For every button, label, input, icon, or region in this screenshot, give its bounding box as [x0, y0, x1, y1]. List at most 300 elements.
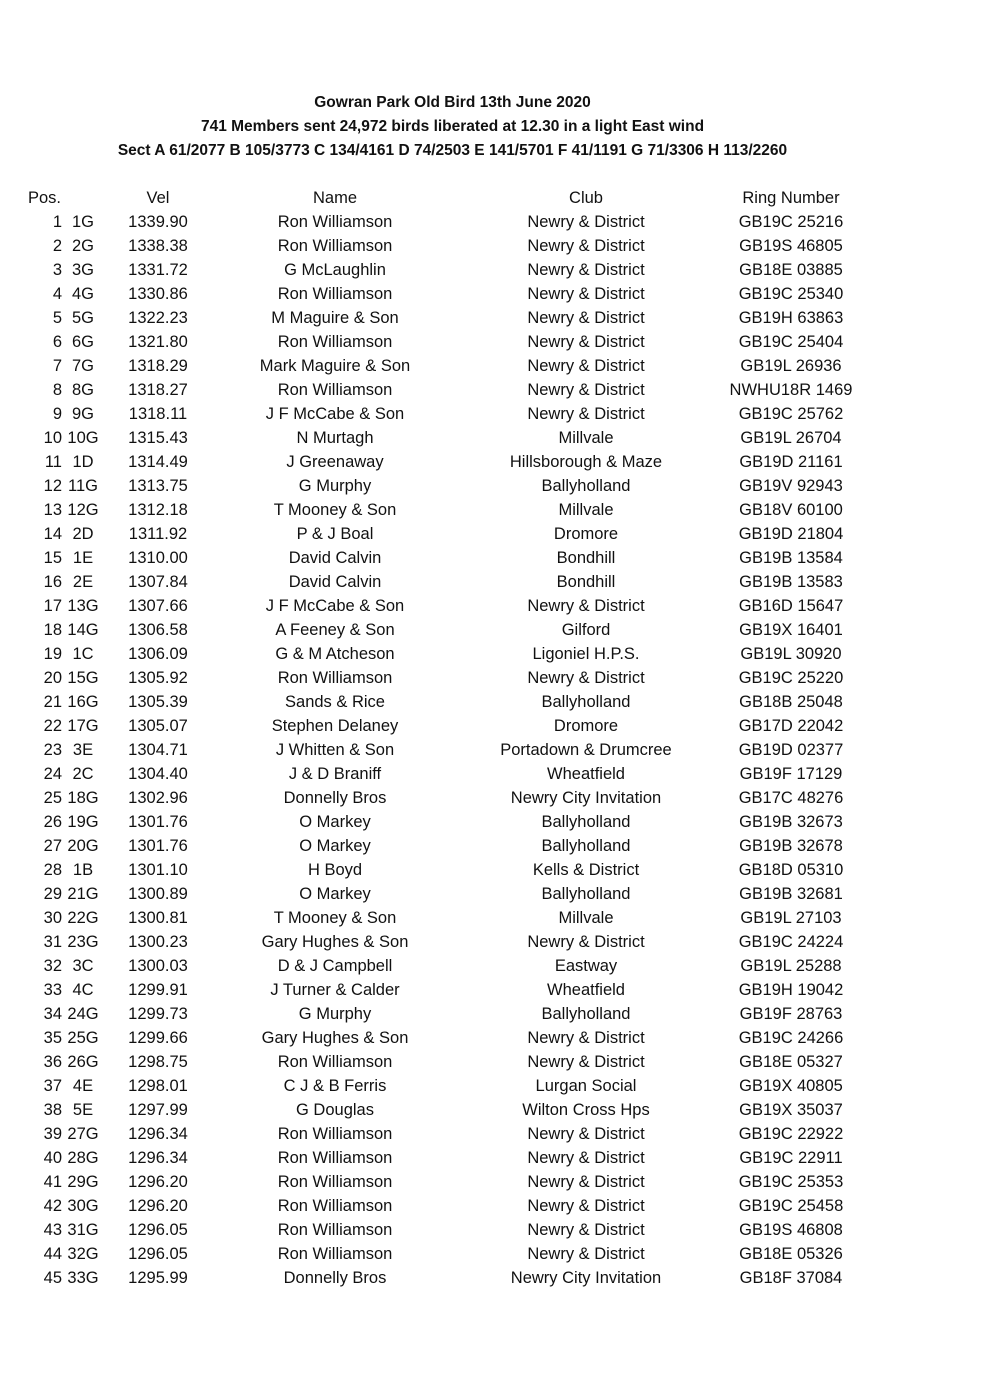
position-cell: 44: [43, 1245, 62, 1263]
velocity-cell: 1304.40: [128, 765, 188, 783]
section-position-cell: 1D: [72, 453, 94, 471]
member-name-cell: G Douglas: [296, 1101, 374, 1119]
ring-number-cell: GB19H 63863: [738, 309, 844, 327]
table-row: [0, 354, 985, 378]
section-position-cell: 20G: [67, 837, 99, 855]
position-cell: 43: [43, 1221, 62, 1239]
section-position-cell: 13G: [67, 597, 99, 615]
results-header: [0, 91, 905, 163]
velocity-cell: 1301.76: [128, 813, 188, 831]
position-cell: 19: [43, 645, 62, 663]
position-cell: 23: [43, 741, 62, 759]
section-counts: Sect A 61/2077 B 105/3773 C 134/4161 D 74/2503 E 141/5701 F 41/1191 G 71/3306 H 113/2260: [117, 142, 788, 159]
member-name-cell: Ron Williamson: [277, 1173, 393, 1191]
club-cell: Ballyholland: [541, 885, 631, 903]
velocity-cell: 1300.81: [128, 909, 188, 927]
club-cell: Newry & District: [527, 1245, 645, 1263]
club-cell: Newry & District: [527, 285, 645, 303]
table-row: [0, 1026, 985, 1050]
section-position-cell: 28G: [67, 1149, 99, 1167]
position-cell: 11: [44, 453, 62, 471]
velocity-cell: 1312.18: [128, 501, 188, 519]
column-header-name: Name: [312, 189, 357, 207]
member-name-cell: Donnelly Bros: [283, 789, 387, 807]
table-row: [0, 762, 985, 786]
section-position-cell: 17G: [67, 717, 99, 735]
position-cell: 30: [43, 909, 62, 927]
club-cell: Newry & District: [527, 1053, 645, 1071]
velocity-cell: 1318.11: [128, 405, 188, 423]
club-cell: Newry & District: [527, 1221, 645, 1239]
position-cell: 8: [52, 381, 62, 399]
column-header-pos: Pos.: [28, 189, 62, 207]
club-cell: Newry & District: [527, 381, 645, 399]
table-row: [0, 234, 985, 258]
member-name-cell: O Markey: [299, 885, 371, 903]
club-cell: Wheatfield: [547, 765, 625, 783]
member-name-cell: G Murphy: [298, 1005, 372, 1023]
section-position-cell: 2G: [71, 237, 94, 255]
ring-number-cell: GB19S 46808: [739, 1221, 843, 1239]
member-name-cell: J & D Braniff: [288, 765, 382, 783]
section-position-cell: 2D: [72, 525, 94, 543]
member-name-cell: Ron Williamson: [277, 333, 393, 351]
velocity-cell: 1307.66: [128, 597, 188, 615]
position-cell: 40: [43, 1149, 62, 1167]
club-cell: Newry City Invitation: [510, 789, 662, 807]
member-name-cell: H Boyd: [307, 861, 363, 879]
velocity-cell: 1295.99: [128, 1269, 188, 1287]
club-cell: Wilton Cross Hps: [522, 1101, 650, 1119]
position-cell: 41: [43, 1173, 62, 1191]
member-name-cell: Sands & Rice: [285, 693, 385, 711]
table-row: [0, 882, 985, 906]
section-position-cell: 21G: [67, 885, 99, 903]
club-cell: Newry & District: [527, 1125, 645, 1143]
ring-number-cell: GB18F 37084: [739, 1269, 843, 1287]
ring-number-cell: GB19H 19042: [738, 981, 844, 999]
member-name-cell: G & M Atcheson: [275, 645, 395, 663]
table-row: [0, 1074, 985, 1098]
position-cell: 28: [43, 861, 62, 879]
club-cell: Newry & District: [527, 1029, 645, 1047]
member-name-cell: N Murtagh: [296, 429, 374, 447]
club-cell: Wheatfield: [547, 981, 625, 999]
section-position-cell: 18G: [67, 789, 99, 807]
position-cell: 3: [52, 261, 62, 279]
ring-number-cell: GB17D 22042: [738, 717, 844, 735]
table-row: [0, 378, 985, 402]
member-name-cell: Ron Williamson: [277, 1053, 393, 1071]
member-name-cell: Ron Williamson: [277, 237, 393, 255]
table-row: [0, 666, 985, 690]
ring-number-cell: GB19X 35037: [739, 1101, 843, 1119]
member-name-cell: M Maguire & Son: [271, 309, 399, 327]
velocity-cell: 1331.72: [128, 261, 188, 279]
member-name-cell: Ron Williamson: [277, 381, 393, 399]
club-cell: Eastway: [554, 957, 618, 975]
table-row: [0, 210, 985, 234]
member-name-cell: Donnelly Bros: [283, 1269, 387, 1287]
club-cell: Newry & District: [527, 1173, 645, 1191]
section-position-cell: 33G: [67, 1269, 99, 1287]
club-cell: Newry City Invitation: [510, 1269, 662, 1287]
ring-number-cell: GB19C 25340: [738, 285, 844, 303]
club-cell: Newry & District: [527, 1149, 645, 1167]
velocity-cell: 1310.00: [128, 549, 188, 567]
member-name-cell: Ron Williamson: [277, 1245, 393, 1263]
member-name-cell: Ron Williamson: [277, 1125, 393, 1143]
section-position-cell: 29G: [67, 1173, 99, 1191]
position-cell: 33: [43, 981, 62, 999]
ring-number-cell: GB19L 25288: [740, 957, 842, 975]
member-name-cell: Ron Williamson: [277, 1197, 393, 1215]
ring-number-cell: GB19C 22911: [739, 1149, 843, 1167]
ring-number-cell: GB16D 15647: [738, 597, 844, 615]
ring-number-cell: GB19B 32678: [739, 837, 843, 855]
table-row: [0, 1242, 985, 1266]
member-name-cell: Gary Hughes & Son: [261, 933, 409, 951]
position-cell: 10: [43, 429, 62, 447]
member-name-cell: J Whitten & Son: [275, 741, 395, 759]
ring-number-cell: GB18E 05326: [739, 1245, 843, 1263]
position-cell: 14: [43, 525, 62, 543]
velocity-cell: 1296.05: [128, 1245, 188, 1263]
member-name-cell: G Murphy: [298, 477, 372, 495]
velocity-cell: 1306.09: [128, 645, 188, 663]
table-row: [0, 546, 985, 570]
club-cell: Millvale: [558, 909, 614, 927]
position-cell: 42: [43, 1197, 62, 1215]
club-cell: Newry & District: [527, 237, 645, 255]
member-name-cell: D & J Campbell: [277, 957, 393, 975]
section-position-cell: 32G: [67, 1245, 99, 1263]
position-cell: 38: [43, 1101, 62, 1119]
ring-number-cell: GB19C 25404: [738, 333, 844, 351]
section-position-cell: 4C: [72, 981, 94, 999]
velocity-cell: 1296.05: [128, 1221, 188, 1239]
velocity-cell: 1301.10: [128, 861, 188, 879]
velocity-cell: 1311.92: [128, 525, 188, 543]
section-position-cell: 15G: [67, 669, 99, 687]
section-position-cell: 9G: [71, 405, 94, 423]
position-cell: 12: [43, 477, 62, 495]
club-cell: Ballyholland: [541, 693, 631, 711]
table-row: [0, 690, 985, 714]
ring-number-cell: GB19C 22922: [738, 1125, 844, 1143]
ring-number-cell: GB19B 32673: [739, 813, 843, 831]
table-row: [0, 498, 985, 522]
velocity-cell: 1302.96: [128, 789, 188, 807]
ring-number-cell: NWHU18R 1469: [729, 381, 853, 399]
member-name-cell: J F McCabe & Son: [265, 405, 405, 423]
club-cell: Ligoniel H.P.S.: [532, 645, 640, 663]
member-name-cell: G McLaughlin: [284, 261, 386, 279]
table-row: [0, 954, 985, 978]
ring-number-cell: GB19B 32681: [739, 885, 843, 903]
section-position-cell: 19G: [67, 813, 99, 831]
member-name-cell: C J & B Ferris: [283, 1077, 387, 1095]
table-row: [0, 450, 985, 474]
position-cell: 34: [43, 1005, 62, 1023]
position-cell: 45: [43, 1269, 62, 1287]
section-position-cell: 4G: [71, 285, 94, 303]
ring-number-cell: GB19F 28763: [739, 1005, 843, 1023]
table-row: [0, 594, 985, 618]
ring-number-cell: GB17C 48276: [738, 789, 844, 807]
section-position-cell: 11G: [68, 477, 98, 495]
position-cell: 9: [52, 405, 62, 423]
club-cell: Newry & District: [527, 333, 645, 351]
member-name-cell: J Greenaway: [286, 453, 384, 471]
ring-number-cell: GB19B 13583: [739, 573, 843, 591]
position-cell: 4: [52, 285, 62, 303]
section-position-cell: 26G: [67, 1053, 99, 1071]
table-row: [0, 738, 985, 762]
section-position-cell: 1G: [71, 213, 94, 231]
velocity-cell: 1305.39: [128, 693, 188, 711]
club-cell: Dromore: [553, 717, 619, 735]
position-cell: 18: [43, 621, 62, 639]
velocity-cell: 1301.76: [128, 837, 188, 855]
section-position-cell: 6G: [71, 333, 94, 351]
position-cell: 36: [43, 1053, 62, 1071]
position-cell: 37: [43, 1077, 62, 1095]
club-cell: Hillsborough & Maze: [509, 453, 663, 471]
ring-number-cell: GB19V 92943: [739, 477, 843, 495]
table-row: [0, 426, 985, 450]
velocity-cell: 1300.03: [128, 957, 188, 975]
club-cell: Ballyholland: [541, 477, 631, 495]
velocity-cell: 1318.29: [128, 357, 188, 375]
ring-number-cell: GB19B 13584: [739, 549, 843, 567]
table-row: [0, 858, 985, 882]
position-cell: 20: [43, 669, 62, 687]
position-cell: 16: [43, 573, 62, 591]
velocity-cell: 1318.27: [128, 381, 188, 399]
table-row: [0, 570, 985, 594]
column-header-vel: Vel: [146, 189, 170, 207]
club-cell: Kells & District: [532, 861, 640, 879]
section-position-cell: 2E: [72, 573, 94, 591]
table-row: [0, 1194, 985, 1218]
position-cell: 25: [43, 789, 62, 807]
section-position-cell: 1C: [72, 645, 94, 663]
club-cell: Ballyholland: [541, 1005, 631, 1023]
table-row: [0, 522, 985, 546]
ring-number-cell: GB19D 02377: [738, 741, 844, 759]
table-row: [0, 1098, 985, 1122]
member-name-cell: Mark Maguire & Son: [259, 357, 411, 375]
club-cell: Newry & District: [527, 261, 645, 279]
velocity-cell: 1338.38: [128, 237, 188, 255]
position-cell: 15: [43, 549, 62, 567]
velocity-cell: 1298.75: [128, 1053, 188, 1071]
velocity-cell: 1307.84: [128, 573, 188, 591]
club-cell: Millvale: [558, 501, 614, 519]
velocity-cell: 1296.20: [128, 1173, 188, 1191]
ring-number-cell: GB19L 27103: [740, 909, 842, 927]
club-cell: Newry & District: [527, 669, 645, 687]
position-cell: 24: [43, 765, 62, 783]
section-position-cell: 2C: [72, 765, 94, 783]
club-cell: Newry & District: [527, 357, 645, 375]
position-cell: 32: [43, 957, 62, 975]
club-cell: Newry & District: [527, 933, 645, 951]
velocity-cell: 1299.66: [128, 1029, 188, 1047]
table-row: [0, 1218, 985, 1242]
table-row: [0, 1266, 985, 1290]
position-cell: 17: [43, 597, 62, 615]
position-cell: 1: [52, 213, 62, 231]
section-position-cell: 8G: [71, 381, 94, 399]
velocity-cell: 1296.34: [128, 1125, 188, 1143]
velocity-cell: 1297.99: [128, 1101, 188, 1119]
table-row: [0, 258, 985, 282]
section-position-cell: 12G: [67, 501, 99, 519]
velocity-cell: 1314.49: [128, 453, 188, 471]
club-cell: Gilford: [561, 621, 611, 639]
velocity-cell: 1322.23: [128, 309, 188, 327]
club-cell: Ballyholland: [541, 837, 631, 855]
member-name-cell: Gary Hughes & Son: [261, 1029, 409, 1047]
velocity-cell: 1299.91: [128, 981, 188, 999]
table-row: [0, 810, 985, 834]
table-row: [0, 1050, 985, 1074]
member-name-cell: A Feeney & Son: [275, 621, 395, 639]
ring-number-cell: GB19X 16401: [739, 621, 843, 639]
velocity-cell: 1300.89: [128, 885, 188, 903]
section-position-cell: 30G: [67, 1197, 99, 1215]
position-cell: 21: [43, 693, 62, 711]
club-cell: Newry & District: [527, 309, 645, 327]
section-position-cell: 27G: [67, 1125, 99, 1143]
table-row: [0, 402, 985, 426]
club-cell: Bondhill: [556, 573, 616, 591]
club-cell: Newry & District: [527, 405, 645, 423]
member-name-cell: Stephen Delaney: [271, 717, 399, 735]
velocity-cell: 1306.58: [128, 621, 188, 639]
club-cell: Ballyholland: [541, 813, 631, 831]
section-position-cell: 16G: [67, 693, 99, 711]
club-cell: Dromore: [553, 525, 619, 543]
club-cell: Newry & District: [527, 213, 645, 231]
velocity-cell: 1304.71: [128, 741, 188, 759]
velocity-cell: 1305.92: [128, 669, 188, 687]
table-row: [0, 1146, 985, 1170]
member-name-cell: T Mooney & Son: [273, 501, 397, 519]
position-cell: 39: [43, 1125, 62, 1143]
ring-number-cell: GB18D 05310: [738, 861, 844, 879]
member-name-cell: Ron Williamson: [277, 285, 393, 303]
race-summary: 741 Members sent 24,972 birds liberated at 12.30 in a light East wind: [200, 118, 705, 135]
ring-number-cell: GB19F 17129: [739, 765, 843, 783]
member-name-cell: O Markey: [299, 813, 371, 831]
ring-number-cell: GB19D 21804: [738, 525, 844, 543]
club-cell: Millvale: [558, 429, 614, 447]
member-name-cell: Ron Williamson: [277, 213, 393, 231]
ring-number-cell: GB19L 26704: [740, 429, 842, 447]
ring-number-cell: GB18E 03885: [739, 261, 843, 279]
section-position-cell: 24G: [67, 1005, 99, 1023]
table-row: [0, 1002, 985, 1026]
table-row: [0, 906, 985, 930]
section-position-cell: 22G: [67, 909, 99, 927]
position-cell: 2: [52, 237, 62, 255]
member-name-cell: Ron Williamson: [277, 669, 393, 687]
section-position-cell: 4E: [72, 1077, 94, 1095]
table-row: [0, 786, 985, 810]
ring-number-cell: GB19C 24266: [738, 1029, 844, 1047]
ring-number-cell: GB19C 25216: [738, 213, 844, 231]
velocity-cell: 1296.34: [128, 1149, 188, 1167]
section-position-cell: 25G: [67, 1029, 99, 1047]
club-cell: Newry & District: [527, 597, 645, 615]
section-position-cell: 5E: [72, 1101, 94, 1119]
table-row: [0, 978, 985, 1002]
position-cell: 29: [43, 885, 62, 903]
column-header-club: Club: [569, 189, 603, 207]
results-rows: [0, 210, 985, 1290]
ring-number-cell: GB19C 25458: [738, 1197, 844, 1215]
section-position-cell: 31G: [67, 1221, 99, 1239]
ring-number-cell: GB18B 25048: [739, 693, 843, 711]
member-name-cell: Ron Williamson: [277, 1221, 393, 1239]
ring-number-cell: GB19C 25220: [738, 669, 844, 687]
ring-number-cell: GB19L 26936: [740, 357, 842, 375]
member-name-cell: Ron Williamson: [277, 1149, 393, 1167]
position-cell: 7: [52, 357, 62, 375]
ring-number-cell: GB19S 46805: [739, 237, 843, 255]
section-position-cell: 5G: [71, 309, 94, 327]
position-cell: 35: [43, 1029, 62, 1047]
velocity-cell: 1339.90: [128, 213, 188, 231]
table-row: [0, 618, 985, 642]
table-row: [0, 930, 985, 954]
member-name-cell: J F McCabe & Son: [265, 597, 405, 615]
table-row: [0, 834, 985, 858]
table-row: [0, 330, 985, 354]
member-name-cell: T Mooney & Son: [273, 909, 397, 927]
ring-number-cell: GB19C 25353: [738, 1173, 844, 1191]
position-cell: 27: [43, 837, 62, 855]
section-position-cell: 10G: [67, 429, 99, 447]
velocity-cell: 1298.01: [128, 1077, 188, 1095]
ring-number-cell: GB19X 40805: [739, 1077, 843, 1095]
table-row: [0, 642, 985, 666]
velocity-cell: 1305.07: [128, 717, 188, 735]
position-cell: 26: [43, 813, 62, 831]
section-position-cell: 7G: [71, 357, 94, 375]
section-position-cell: 3G: [71, 261, 94, 279]
member-name-cell: David Calvin: [288, 549, 382, 567]
ring-number-cell: GB19C 24224: [738, 933, 844, 951]
column-headers: [0, 186, 985, 210]
club-cell: Bondhill: [556, 549, 616, 567]
ring-number-cell: GB19C 25762: [738, 405, 844, 423]
velocity-cell: 1300.23: [128, 933, 188, 951]
club-cell: Lurgan Social: [535, 1077, 637, 1095]
member-name-cell: P & J Boal: [296, 525, 374, 543]
section-position-cell: 1E: [72, 549, 94, 567]
results-table: [0, 186, 985, 1290]
position-cell: 31: [43, 933, 62, 951]
velocity-cell: 1321.80: [128, 333, 188, 351]
velocity-cell: 1299.73: [128, 1005, 188, 1023]
ring-number-cell: GB19L 30920: [740, 645, 842, 663]
section-position-cell: 23G: [67, 933, 99, 951]
position-cell: 13: [43, 501, 62, 519]
